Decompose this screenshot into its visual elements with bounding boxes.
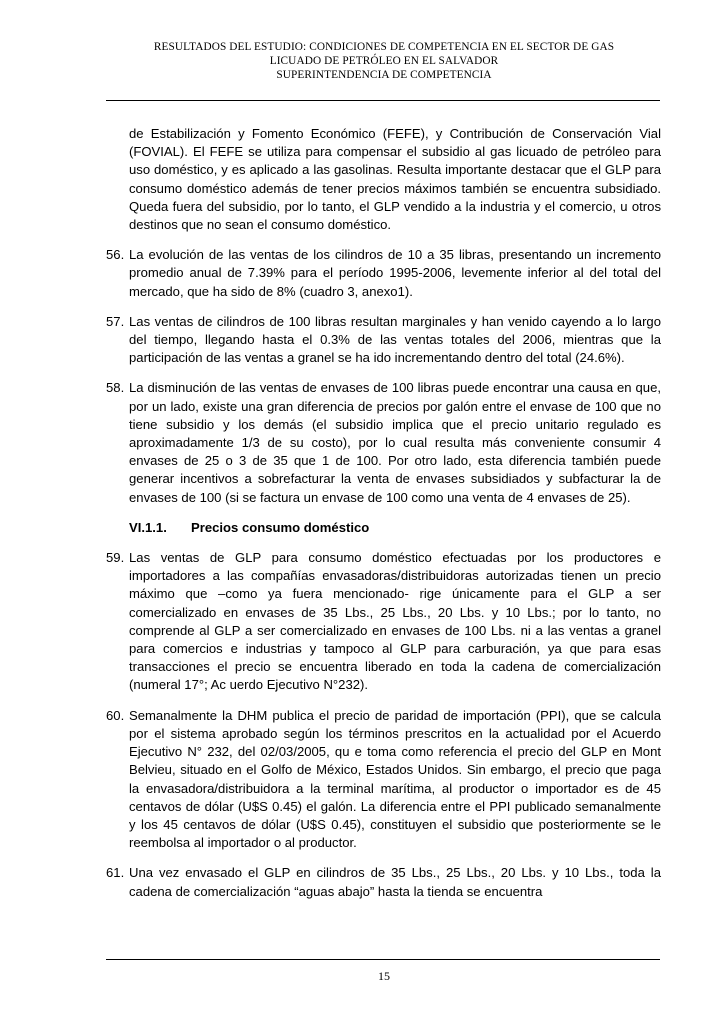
paragraph-number: 57.: [106, 313, 125, 329]
paragraph-continued: [106, 125, 661, 234]
paragraph-text: La disminución de las ventas de envases de 100 libras puede encontrar una causa en que, por un lado, existe una gran diferencia de precios por galón entre el envase de 100 que no tiene subsidio y los demás (el subsidio implica que el precio unitario regulado es aproximadamente 1/3 de su costo), por lo cual resulta más conveniente consumir 4 envases de 25 o 3 de 35 que 1 de 100. Por otro lado, esta diferencia también puede generar incentivos a sobrefacturar la venta de envases subsidiados y subfacturar la de envases de 100 (si se factura un envase de 100 como una venta de 4 envases de 25).: [129, 380, 661, 505]
paragraph-number: 61.: [106, 865, 125, 881]
paragraph-number: 58.: [106, 380, 125, 396]
paragraph-59: [106, 549, 661, 695]
paragraph-61: [106, 864, 661, 900]
page-header: [108, 40, 660, 82]
paragraph-text: de Estabilización y Fomento Económico (FEFE), y Contribución de Conservación Vial (FOVIAL). El FEFE se utiliza para compensar el subsidio al gas licuado de petróleo para uso doméstico, y es aplicado a las gasolinas. Resulta importante destacar que el GLP para consumo doméstico además de tener precios máximos también se encuentra subsidiado. Queda fuera del subsidio, por lo tanto, el GLP vendido a la industria y el comercio, u otros destinos que no sean el consumo doméstico.: [129, 126, 661, 233]
paragraph-number: 56.: [106, 247, 125, 263]
paragraph-text: Las ventas de cilindros de 100 libras resultan marginales y han venido cayendo a lo largo del tiempo, llegando hasta el 0.3% de las ventas totales del 2006, mientras que la participación de las ventas a granel se ha ido incrementando dentro del total (24.6%).: [129, 313, 661, 366]
paragraph-text: Las ventas de GLP para consumo doméstico efectuadas por los productores e importadores a las compañías envasadoras/distribuidoras autorizadas tienen un precio máximo que –como ya fuera mencionado- rige únicamente para el GLP a ser comercializado en envases de 35 Lbs., 25 Lbs., 20 Lbs. y 10 Lbs.; por lo tanto, no comprende al GLP a ser comercializado en envases de 100 Lbs. ni a las ventas a granel para comercios e industrias y tampoco al GLP para carburación, ya que para esas transacciones el precio se encuentra liberado en toda la cadena de comercialización (numeral 17°; Ac uerdo Ejecutivo N°232).: [129, 550, 661, 693]
paragraph-60: [106, 707, 661, 853]
header-line-1: RESULTADOS DEL ESTUDIO: CONDICIONES DE COMPETENCIA EN EL SECTOR DE GAS: [153, 41, 615, 53]
section-title: Precios consumo doméstico: [191, 519, 370, 535]
document-body: [106, 125, 661, 913]
paragraph-number: 60.: [106, 707, 125, 723]
paragraph-56: [106, 246, 661, 301]
paragraph-text: Semanalmente la DHM publica el precio de paridad de importación (PPI), que se calcula por el sistema aprobado según los términos prescritos en la actualidad por el Acuerdo Ejecutivo N° 232, del 02/03/2005, qu e toma como referencia el precio del GLP en Mont Belvieu, situado en el Golfo de México, Estados Unidos. Sin embargo, el precio que paga la envasadora/distribuidora a la terminal marítima, al productor o importador es de 45 centavos de dólar (U$S 0.45) el galón. La diferencia entre el PPI publicado semanalmente y los 45 centavos de dólar (U$S 0.45), constituyen el subsidio que posteriormente se le reembolsa al importador o al productor.: [129, 707, 661, 851]
header-line-2: LICUADO DE PETRÓLEO EN EL SALVADOR: [269, 55, 499, 67]
header-line-3: SUPERINTENDENCIA DE COMPETENCIA: [276, 69, 492, 81]
footer-divider: [106, 959, 660, 960]
page-number: [0, 969, 728, 984]
paragraph-text: La evolución de las ventas de los cilindros de 10 a 35 libras, presentando un incremento promedio anual de 7.39% para el período 1995-2006, levemente inferior al del total del mercado, que ha sido de 8% (cuadro 3, anexo1).: [129, 247, 661, 299]
header-divider: [106, 100, 660, 101]
paragraph-58: [106, 379, 661, 506]
page-number-text: 15: [378, 969, 390, 983]
paragraph-57: [106, 313, 661, 368]
section-heading: [106, 519, 661, 537]
paragraph-text: Una vez envasado el GLP en cilindros de 35 Lbs., 25 Lbs., 20 Lbs. y 10 Lbs., toda la cadena de comercialización “aguas abajo” hasta la tienda se encuentra: [129, 865, 661, 899]
section-number: VI.1.1.: [129, 519, 167, 535]
paragraph-number: 59.: [106, 550, 125, 566]
